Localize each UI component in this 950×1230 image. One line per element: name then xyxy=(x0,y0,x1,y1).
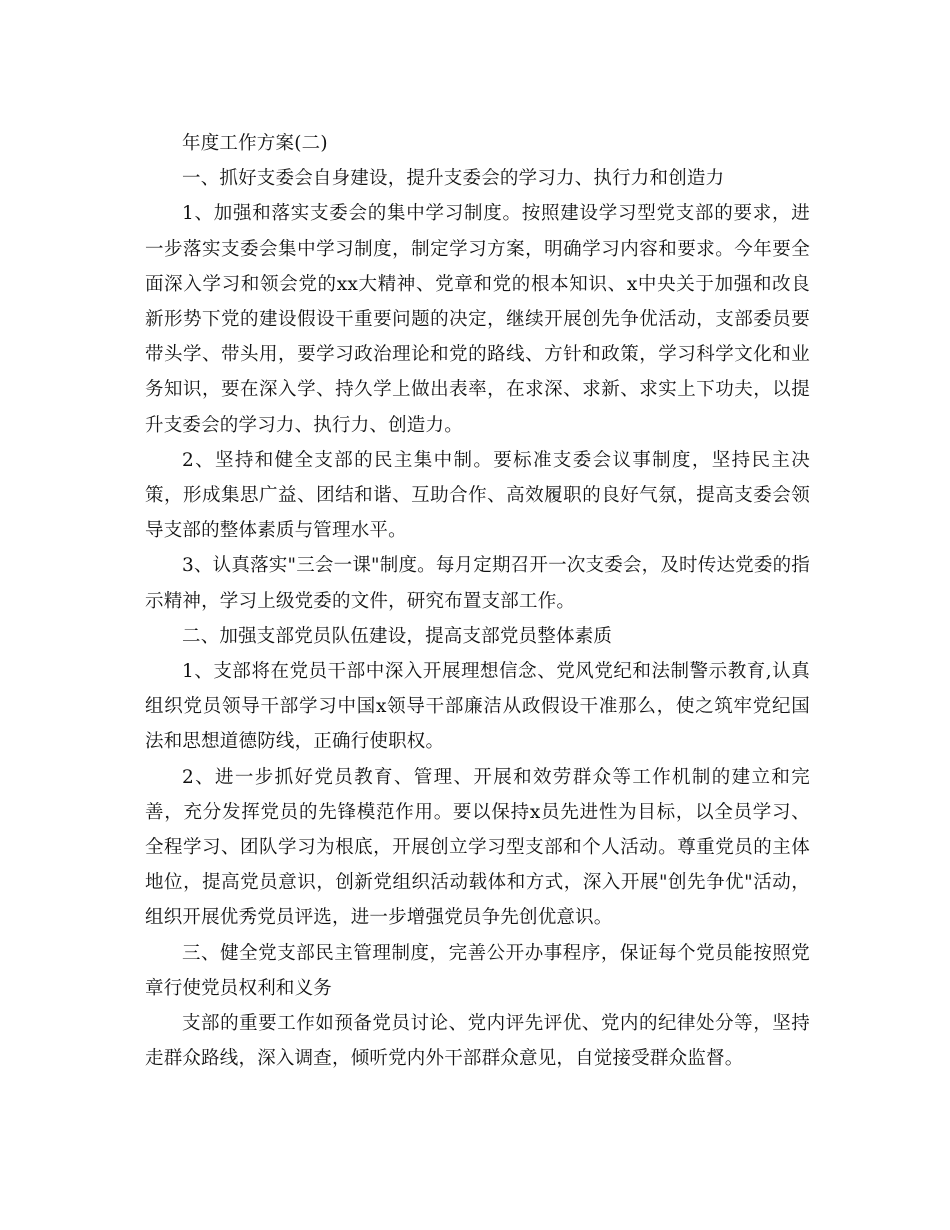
paragraph-1-1: 1、加强和落实支委会的集中学习制度。按照建设学习型党支部的要求，进一步落实支委会集中学习制度，制定学习方案，明确学习内容和要求。今年要全面深入学习和领会党的xx大精神、党章和党的根本知识、x中央关于加强和改良新形势下党的建设假设干重要问题的决定，继续开展创先争优活动，支部委员要带头学、带头用，要学习政治理论和党的路线、方针和政策，学习科学文化和业务知识，要在深入学、持久学上做出表率，在求深、求新、求实上下功夫，以提升支委会的学习力、执行力、创造力。 xyxy=(145,203,810,436)
section-heading-2: 二、加强支部党员队伍建设，提高支部党员整体素质 xyxy=(182,625,613,647)
section-heading-3: 三、健全党支部民主管理制度，完善公开办事程序，保证每个党员能按照党章行使党员权利和义务 xyxy=(145,942,810,999)
paragraph-1-3: 3、认真落实"三会一课"制度。每月定期召开一次支委会，及时传达党委的指示精神，学习上级党委的文件，研究布置支部工作。 xyxy=(145,555,810,612)
section-heading-1: 一、抓好支委会自身建设，提升支委会的学习力、执行力和创造力 xyxy=(182,168,725,190)
paragraph-1-2: 2、坚持和健全支部的民主集中制。要标准支委会议事制度，坚持民主决策，形成集思广益、团结和谐、互助合作、高效履职的良好气氛，提高支委会领导支部的整体素质与管理水平。 xyxy=(145,449,810,542)
paragraph-2-2: 2、进一步抓好党员教育、管理、开展和效劳群众等工作机制的建立和完善，充分发挥党员的先锋模范作用。要以保持x员先进性为目标，以全员学习、全程学习、团队学习为根底，开展创立学习型支部和个人活动。尊重党员的主体地位，提高党员意识，创新党组织活动载体和方式，深入开展"创先争优"活动，组织开展优秀党员评选，进一步增强党员争先创优意识。 xyxy=(145,766,810,929)
paragraph-3-1: 支部的重要工作如预备党员讨论、党内评先评优、党内的纪律处分等，坚持走群众路线，深入调查，倾听党内外干部群众意见，自觉接受群众监督。 xyxy=(145,1013,810,1070)
paragraph-2-1: 1、支部将在党员干部中深入开展理想信念、党风党纪和法制警示教育,认真组织党员领导干部学习中国x领导干部廉洁从政假设干准那么，使之筑牢党纪国法和思想道德防线，正确行使职权。 xyxy=(145,661,810,753)
document-body xyxy=(145,126,810,1076)
document-title: 年度工作方案(二) xyxy=(182,133,328,154)
